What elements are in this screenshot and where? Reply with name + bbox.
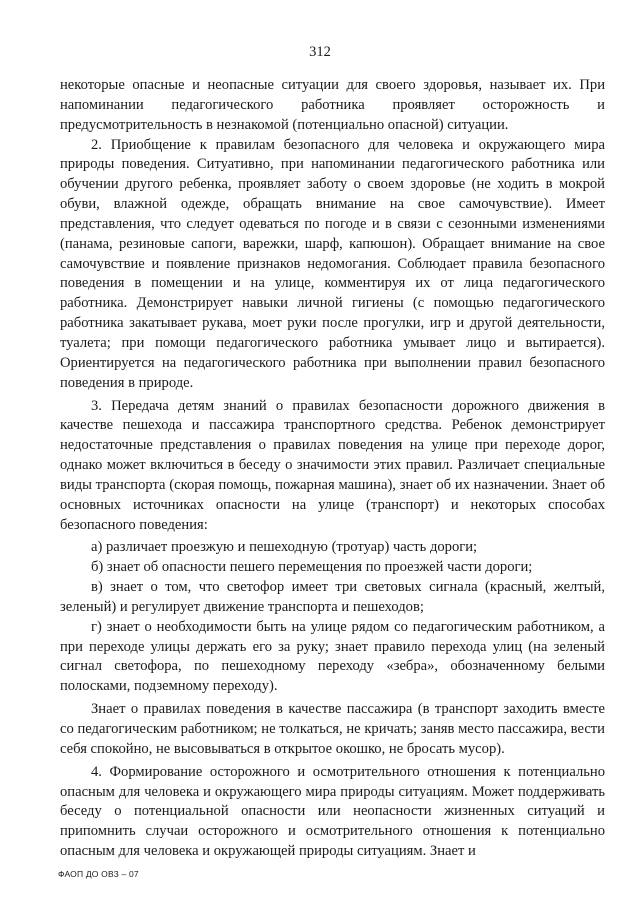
list-item-v: в) знает о том, что светофор имеет три световых сигнала (красный, желтый, зеленый) и регулирует движение транспорта и пешеходов; [60,579,605,615]
paragraph-passenger-rules: Знает о правилах поведения в качестве пассажира (в транспорт заходить вместе со педагогическим работником; не толкаться, не кричать; заняв место пассажира, вести себя спокойно, не высовываться в открытое окошко, не бросать мусор). [60,701,605,757]
list-item-b: б) знает об опасности пешего перемещения по проезжей части дороги; [91,559,533,576]
list-item-g: г) знает о необходимости быть на улице рядом со педагогическим работником, а при переходе улицы держать его за руку; знает правило перехода улиц (на зеленый сигнал светофора, по пешеходному переходу «зебра», обозначенному белыми полосками, подземному переходу). [60,618,605,695]
paragraph-item-3: 3. Передача детям знаний о правилах безопасности дорожного движения в качестве пешехода и пассажира транспортного средства. Ребенок демонстрирует недостаточные представления о правилах поведения на улице при переходе дорог, однако может включиться в беседу о значимости этих правил. Различает специальные виды транспорта (скорая помощь, пожарная машина), знает об их назначении. Знает об основных источниках опасности на улице (транспорт) и некоторых способах безопасного поведения: [60,397,605,533]
paragraph-continuation: некоторые опасные и неопасные ситуации для своего здоровья, называет их. При напоминании педагогического работника проявляет осторожность и предусмотрительность в незнакомой (потенциально опасной) ситуации. [60,77,605,133]
footer-document-code: ФАОП ДО ОВЗ – 07 [58,869,139,879]
page-body [60,76,605,862]
page-number: 312 [309,44,331,60]
list-item-a: а) различает проезжую и пешеходную (тротуар) часть дороги; [91,539,478,556]
paragraph-item-4: 4. Формирование осторожного и осмотрительного отношения к потенциально опасным для человека и окружающего мира природы ситуациям. Может поддерживать беседу о потенциальной опасности или неопасности жизненных ситуаций и припомнить случаи осторожного и осмотрительного отношения к потенциально опасным для человека и окружающей природы ситуациям. Знает и [60,763,605,860]
paragraph-item-2: 2. Приобщение к правилам безопасного для человека и окружающего мира природы поведения. Ситуативно, при напоминании педагогического работника или обучении другого ребенка, проявляет заботу о своем здоровье (не ходить в мокрой обуви, влажной одежде, обращать внимание на свое самочувствие). Имеет представления, что следует одеваться по погоде и в связи с сезонными изменениями (панама, резиновые сапоги, варежки, шарф, капюшон). Обращает внимание на свое самочувствие и появление признаков недомогания. Соблюдает правила безопасного поведения в помещении и на улице, комментируя их от лица педагогического работника. Демонстрирует навыки личной гигиены (с помощью педагогического работника закатывает рукава, моет руки после прогулки, игр и другой деятельности, туалета; при помощи педагогического работника умывает лицо и вытирается). Ориентируется на педагогического работника при выполнении правил безопасного поведения в природе. [60,136,605,391]
